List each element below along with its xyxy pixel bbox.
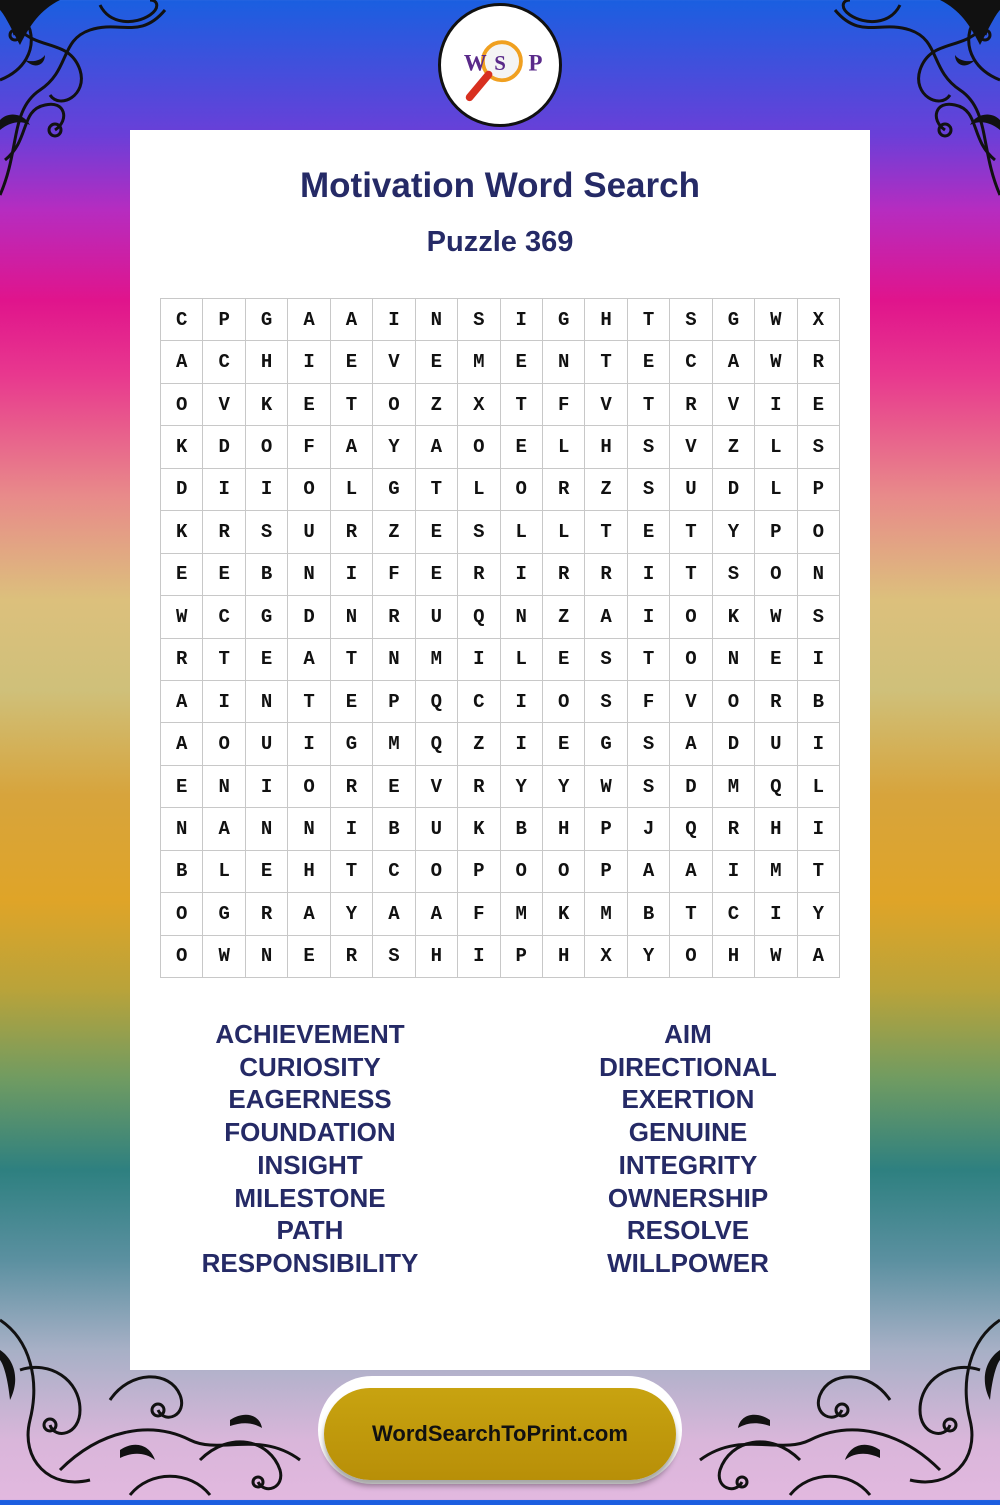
grid-cell[interactable]: G [543, 299, 585, 341]
grid-cell[interactable]: P [501, 936, 543, 978]
word-list-item: CURIOSITY [239, 1051, 381, 1082]
puzzle-card [130, 130, 870, 1370]
grid-cell[interactable]: L [458, 469, 500, 511]
grid-cell[interactable]: C [203, 341, 245, 383]
word-list-item: WILLPOWER [607, 1247, 769, 1278]
grid-cell[interactable]: R [713, 808, 755, 850]
grid-cell[interactable]: W [585, 766, 627, 808]
grid-cell[interactable]: D [670, 766, 712, 808]
grid-cell[interactable]: I [246, 766, 288, 808]
grid-cell[interactable]: M [416, 639, 458, 681]
grid-cell[interactable]: T [416, 469, 458, 511]
grid-cell[interactable]: P [458, 851, 500, 893]
grid-cell[interactable]: O [543, 681, 585, 723]
grid-cell[interactable]: G [246, 299, 288, 341]
grid-cell[interactable]: S [458, 511, 500, 553]
grid-cell[interactable]: O [501, 851, 543, 893]
grid-cell[interactable]: A [161, 341, 203, 383]
site-link-button[interactable] [318, 1376, 682, 1484]
word-list-right [500, 1018, 876, 1280]
grid-cell[interactable]: N [713, 639, 755, 681]
grid-cell[interactable]: E [246, 639, 288, 681]
grid-cell[interactable]: R [458, 766, 500, 808]
grid-cell[interactable]: E [416, 511, 458, 553]
grid-cell[interactable]: M [755, 851, 797, 893]
grid-cell[interactable]: C [713, 893, 755, 935]
grid-cell[interactable]: E [161, 554, 203, 596]
grid-cell[interactable]: Y [543, 766, 585, 808]
grid-cell[interactable]: E [798, 384, 840, 426]
word-list-left [130, 1018, 490, 1280]
wsp-logo [438, 3, 562, 127]
grid-cell[interactable]: S [628, 426, 670, 468]
grid-cell[interactable]: I [628, 554, 670, 596]
grid-cell[interactable]: W [755, 596, 797, 638]
grid-cell[interactable]: I [458, 639, 500, 681]
grid-cell[interactable]: A [670, 723, 712, 765]
grid-cell[interactable]: R [246, 893, 288, 935]
grid-cell[interactable]: E [288, 936, 330, 978]
grid-cell[interactable]: H [543, 936, 585, 978]
grid-cell[interactable]: T [585, 341, 627, 383]
grid-cell[interactable]: A [288, 639, 330, 681]
grid-cell[interactable]: G [246, 596, 288, 638]
grid-cell[interactable]: N [288, 808, 330, 850]
grid-cell[interactable]: W [161, 596, 203, 638]
grid-cell[interactable]: B [628, 893, 670, 935]
grid-cell[interactable]: T [331, 639, 373, 681]
grid-cell[interactable]: K [161, 426, 203, 468]
grid-cell[interactable]: T [331, 384, 373, 426]
word-list-item: RESPONSIBILITY [201, 1247, 419, 1278]
grid-cell[interactable]: B [501, 808, 543, 850]
grid-cell[interactable]: A [585, 596, 627, 638]
logo-letter-s: S [494, 50, 506, 75]
grid-cell[interactable]: Z [373, 511, 415, 553]
grid-cell[interactable]: B [798, 681, 840, 723]
word-list-item: INTEGRITY [618, 1149, 758, 1180]
grid-cell[interactable]: A [373, 893, 415, 935]
grid-cell[interactable]: T [670, 554, 712, 596]
grid-cell[interactable]: N [246, 936, 288, 978]
site-link-label[interactable]: WordSearchToPrint.com [324, 1388, 676, 1480]
grid-cell[interactable]: O [670, 936, 712, 978]
grid-cell[interactable]: O [203, 723, 245, 765]
grid-cell[interactable]: R [331, 936, 373, 978]
grid-cell[interactable]: J [628, 808, 670, 850]
page-title: Motivation Word Search [300, 166, 700, 205]
word-list-item: EAGERNESS [228, 1084, 392, 1115]
grid-cell[interactable]: Z [543, 596, 585, 638]
grid-cell[interactable]: E [416, 554, 458, 596]
grid-cell[interactable]: N [501, 596, 543, 638]
grid-cell[interactable]: E [416, 341, 458, 383]
grid-cell[interactable]: S [670, 299, 712, 341]
grid-cell[interactable]: V [713, 384, 755, 426]
grid-cell[interactable]: M [585, 893, 627, 935]
grid-cell[interactable]: E [246, 851, 288, 893]
grid-cell[interactable]: S [585, 681, 627, 723]
grid-cell[interactable]: U [416, 808, 458, 850]
grid-cell[interactable]: M [501, 893, 543, 935]
grid-cell[interactable]: I [798, 808, 840, 850]
word-list-item: FOUNDATION [224, 1117, 396, 1148]
grid-cell[interactable]: E [331, 341, 373, 383]
grid-cell[interactable]: O [543, 851, 585, 893]
grid-cell[interactable]: N [543, 341, 585, 383]
grid-cell[interactable]: Q [755, 766, 797, 808]
grid-cell[interactable]: L [755, 469, 797, 511]
grid-cell[interactable]: F [458, 893, 500, 935]
grid-cell[interactable]: L [543, 426, 585, 468]
word-list-item: RESOLVE [626, 1215, 750, 1246]
grid-cell[interactable]: Q [670, 808, 712, 850]
grid-cell[interactable]: I [203, 681, 245, 723]
grid-cell[interactable]: Y [331, 893, 373, 935]
grid-cell[interactable]: N [246, 808, 288, 850]
grid-cell[interactable]: C [458, 681, 500, 723]
grid-cell[interactable]: R [755, 681, 797, 723]
grid-cell[interactable]: O [501, 469, 543, 511]
grid-cell[interactable]: F [288, 426, 330, 468]
grid-cell[interactable]: T [203, 639, 245, 681]
grid-cell[interactable]: B [246, 554, 288, 596]
grid-cell[interactable]: G [331, 723, 373, 765]
grid-cell[interactable]: O [373, 384, 415, 426]
grid-cell[interactable]: C [373, 851, 415, 893]
grid-cell[interactable]: M [713, 766, 755, 808]
grid-cell[interactable]: Y [501, 766, 543, 808]
grid-cell[interactable]: S [713, 554, 755, 596]
grid-cell[interactable]: N [246, 681, 288, 723]
grid-cell[interactable]: H [585, 299, 627, 341]
grid-cell[interactable]: C [203, 596, 245, 638]
grid-cell[interactable]: H [713, 936, 755, 978]
puzzle-number: Puzzle 369 [426, 226, 574, 258]
grid-cell[interactable]: I [246, 469, 288, 511]
grid-cell[interactable]: X [585, 936, 627, 978]
grid-cell[interactable]: A [670, 851, 712, 893]
grid-cell[interactable]: D [713, 469, 755, 511]
grid-cell[interactable]: E [543, 723, 585, 765]
grid-cell[interactable]: E [501, 426, 543, 468]
grid-cell[interactable]: A [416, 426, 458, 468]
grid-cell[interactable]: Q [416, 723, 458, 765]
logo-letter-p: P [528, 50, 543, 76]
grid-cell[interactable]: W [755, 936, 797, 978]
grid-cell[interactable]: A [288, 893, 330, 935]
grid-cell[interactable]: F [543, 384, 585, 426]
grid-cell[interactable]: Y [628, 936, 670, 978]
grid-cell[interactable]: R [585, 554, 627, 596]
grid-cell[interactable]: I [713, 851, 755, 893]
word-list-item: EXERTION [621, 1084, 755, 1115]
grid-cell[interactable]: R [331, 511, 373, 553]
grid-cell[interactable]: I [331, 808, 373, 850]
word-list-item: GENUINE [628, 1117, 748, 1148]
word-list-item: MILESTONE [234, 1182, 386, 1213]
grid-cell[interactable]: I [755, 384, 797, 426]
grid-cell[interactable]: S [246, 511, 288, 553]
grid-cell[interactable]: R [670, 384, 712, 426]
grid-cell[interactable]: T [670, 511, 712, 553]
grid-cell[interactable]: O [246, 426, 288, 468]
grid-cell[interactable]: E [543, 639, 585, 681]
grid-cell[interactable]: I [501, 723, 543, 765]
grid-cell[interactable]: O [416, 851, 458, 893]
grid-cell[interactable]: O [798, 511, 840, 553]
grid-cell[interactable]: S [798, 426, 840, 468]
grid-cell[interactable]: W [755, 341, 797, 383]
grid-cell[interactable]: R [161, 639, 203, 681]
word-list-item: AIM [664, 1019, 712, 1049]
word-list-item: OWNERSHIP [607, 1182, 769, 1213]
grid-cell[interactable]: U [670, 469, 712, 511]
grid-cell[interactable]: V [373, 341, 415, 383]
grid-cell[interactable]: I [373, 299, 415, 341]
grid-cell[interactable]: E [755, 639, 797, 681]
grid-cell[interactable]: V [416, 766, 458, 808]
grid-cell[interactable]: N [161, 808, 203, 850]
grid-cell[interactable]: B [373, 808, 415, 850]
grid-cell[interactable]: T [628, 639, 670, 681]
word-list-item: DIRECTIONAL [599, 1051, 777, 1082]
grid-cell[interactable]: K [543, 893, 585, 935]
grid-cell[interactable]: T [331, 851, 373, 893]
grid-cell[interactable]: O [713, 681, 755, 723]
grid-cell[interactable]: E [628, 341, 670, 383]
grid-cell[interactable]: O [161, 936, 203, 978]
grid-cell[interactable]: H [246, 341, 288, 383]
grid-cell[interactable]: L [203, 851, 245, 893]
grid-cell[interactable]: V [203, 384, 245, 426]
grid-cell[interactable]: S [373, 936, 415, 978]
grid-cell[interactable]: E [331, 681, 373, 723]
grid-cell[interactable]: I [628, 596, 670, 638]
grid-cell[interactable]: Z [416, 384, 458, 426]
grid-cell[interactable]: I [331, 554, 373, 596]
grid-cell[interactable]: X [458, 384, 500, 426]
grid-cell[interactable]: E [628, 511, 670, 553]
grid-cell[interactable]: T [670, 893, 712, 935]
grid-cell[interactable]: Y [373, 426, 415, 468]
letter-grid [160, 298, 840, 978]
grid-cell[interactable]: U [416, 596, 458, 638]
grid-cell[interactable]: Y [713, 511, 755, 553]
word-list-item: INSIGHT [257, 1149, 363, 1180]
grid-cell[interactable]: B [161, 851, 203, 893]
grid-cell[interactable]: O [288, 766, 330, 808]
grid-cell[interactable]: G [713, 299, 755, 341]
grid-cell[interactable]: A [288, 299, 330, 341]
grid-cell[interactable]: Z [585, 469, 627, 511]
grid-cell[interactable]: D [713, 723, 755, 765]
grid-cell[interactable]: S [628, 766, 670, 808]
grid-cell[interactable]: V [670, 426, 712, 468]
grid-cell[interactable]: O [755, 554, 797, 596]
grid-cell[interactable]: P [755, 511, 797, 553]
grid-cell[interactable]: H [755, 808, 797, 850]
grid-cell[interactable]: E [288, 384, 330, 426]
grid-cell[interactable]: A [628, 851, 670, 893]
logo-letter-w: W [463, 50, 487, 76]
word-list-item: ACHIEVEMENT [215, 1019, 405, 1049]
grid-cell[interactable]: N [798, 554, 840, 596]
grid-cell[interactable]: G [203, 893, 245, 935]
grid-cell[interactable]: Q [458, 596, 500, 638]
grid-cell[interactable]: N [331, 596, 373, 638]
grid-cell[interactable]: T [501, 384, 543, 426]
grid-cell[interactable]: O [161, 384, 203, 426]
grid-cell[interactable]: S [798, 596, 840, 638]
grid-cell[interactable]: L [798, 766, 840, 808]
grid-cell[interactable]: O [670, 596, 712, 638]
grid-cell[interactable]: F [373, 554, 415, 596]
grid-cell[interactable]: U [246, 723, 288, 765]
grid-cell[interactable]: I [755, 893, 797, 935]
grid-cell[interactable]: C [670, 341, 712, 383]
grid-cell[interactable]: I [501, 299, 543, 341]
grid-cell[interactable]: O [161, 893, 203, 935]
grid-cell[interactable]: N [416, 299, 458, 341]
grid-cell[interactable]: P [373, 681, 415, 723]
grid-cell[interactable]: H [416, 936, 458, 978]
grid-cell[interactable]: K [161, 511, 203, 553]
grid-cell[interactable]: I [288, 723, 330, 765]
grid-cell[interactable]: R [798, 341, 840, 383]
grid-cell[interactable]: A [161, 723, 203, 765]
grid-cell[interactable]: T [628, 384, 670, 426]
grid-cell[interactable]: U [288, 511, 330, 553]
grid-cell[interactable]: V [670, 681, 712, 723]
grid-cell[interactable]: L [755, 426, 797, 468]
grid-cell[interactable]: T [798, 851, 840, 893]
grid-cell[interactable]: S [628, 723, 670, 765]
grid-cell[interactable]: Q [416, 681, 458, 723]
grid-cell[interactable]: N [288, 554, 330, 596]
grid-cell[interactable]: S [458, 299, 500, 341]
grid-cell[interactable]: I [458, 936, 500, 978]
grid-cell[interactable]: A [161, 681, 203, 723]
grid-cell[interactable]: P [585, 851, 627, 893]
grid-cell[interactable]: D [203, 426, 245, 468]
grid-cell[interactable]: M [373, 723, 415, 765]
grid-cell[interactable]: I [798, 639, 840, 681]
grid-cell[interactable]: I [501, 681, 543, 723]
grid-cell[interactable]: T [288, 681, 330, 723]
grid-cell[interactable]: M [458, 341, 500, 383]
grid-cell[interactable]: F [628, 681, 670, 723]
grid-cell[interactable]: V [585, 384, 627, 426]
grid-cell[interactable]: S [585, 639, 627, 681]
grid-cell[interactable]: L [331, 469, 373, 511]
grid-cell[interactable]: O [458, 426, 500, 468]
grid-cell[interactable]: I [798, 723, 840, 765]
grid-cell[interactable]: A [203, 808, 245, 850]
grid-cell[interactable]: Y [798, 893, 840, 935]
grid-cell[interactable]: L [501, 511, 543, 553]
grid-cell[interactable]: T [628, 299, 670, 341]
grid-cell[interactable]: O [670, 639, 712, 681]
grid-cell[interactable]: R [331, 766, 373, 808]
grid-cell[interactable]: K [458, 808, 500, 850]
grid-cell[interactable]: R [543, 554, 585, 596]
grid-cell[interactable]: G [585, 723, 627, 765]
grid-cell[interactable]: R [543, 469, 585, 511]
grid-cell[interactable]: N [373, 639, 415, 681]
grid-cell[interactable]: E [501, 341, 543, 383]
grid-cell[interactable]: K [246, 384, 288, 426]
word-list-item: PATH [276, 1215, 344, 1246]
grid-cell[interactable]: E [161, 766, 203, 808]
grid-cell[interactable]: A [798, 936, 840, 978]
grid-cell[interactable]: U [755, 723, 797, 765]
grid-cell[interactable]: T [585, 511, 627, 553]
grid-cell[interactable]: L [501, 639, 543, 681]
grid-cell[interactable]: N [203, 766, 245, 808]
grid-cell[interactable]: A [331, 299, 373, 341]
grid-cell[interactable]: E [203, 554, 245, 596]
grid-cell[interactable]: S [628, 469, 670, 511]
grid-cell[interactable]: P [585, 808, 627, 850]
grid-cell[interactable]: D [161, 469, 203, 511]
grid-cell[interactable]: W [755, 299, 797, 341]
grid-cell[interactable]: R [203, 511, 245, 553]
grid-cell[interactable]: I [203, 469, 245, 511]
grid-cell[interactable]: G [373, 469, 415, 511]
grid-cell[interactable]: X [798, 299, 840, 341]
grid-cell[interactable]: P [798, 469, 840, 511]
grid-cell[interactable]: C [161, 299, 203, 341]
grid-cell[interactable]: D [288, 596, 330, 638]
grid-cell[interactable]: I [288, 341, 330, 383]
grid-cell[interactable]: P [203, 299, 245, 341]
grid-cell[interactable]: Z [458, 723, 500, 765]
grid-cell[interactable]: H [288, 851, 330, 893]
grid-cell[interactable]: H [543, 808, 585, 850]
grid-cell[interactable]: A [713, 341, 755, 383]
grid-cell[interactable]: H [585, 426, 627, 468]
grid-cell[interactable]: W [203, 936, 245, 978]
grid-cell[interactable]: A [416, 893, 458, 935]
grid-cell[interactable]: Z [713, 426, 755, 468]
grid-cell[interactable]: L [543, 511, 585, 553]
grid-cell[interactable]: R [373, 596, 415, 638]
grid-cell[interactable]: A [331, 426, 373, 468]
grid-cell[interactable]: I [501, 554, 543, 596]
grid-cell[interactable]: O [288, 469, 330, 511]
grid-cell[interactable]: E [373, 766, 415, 808]
grid-cell[interactable]: R [458, 554, 500, 596]
grid-cell[interactable]: K [713, 596, 755, 638]
